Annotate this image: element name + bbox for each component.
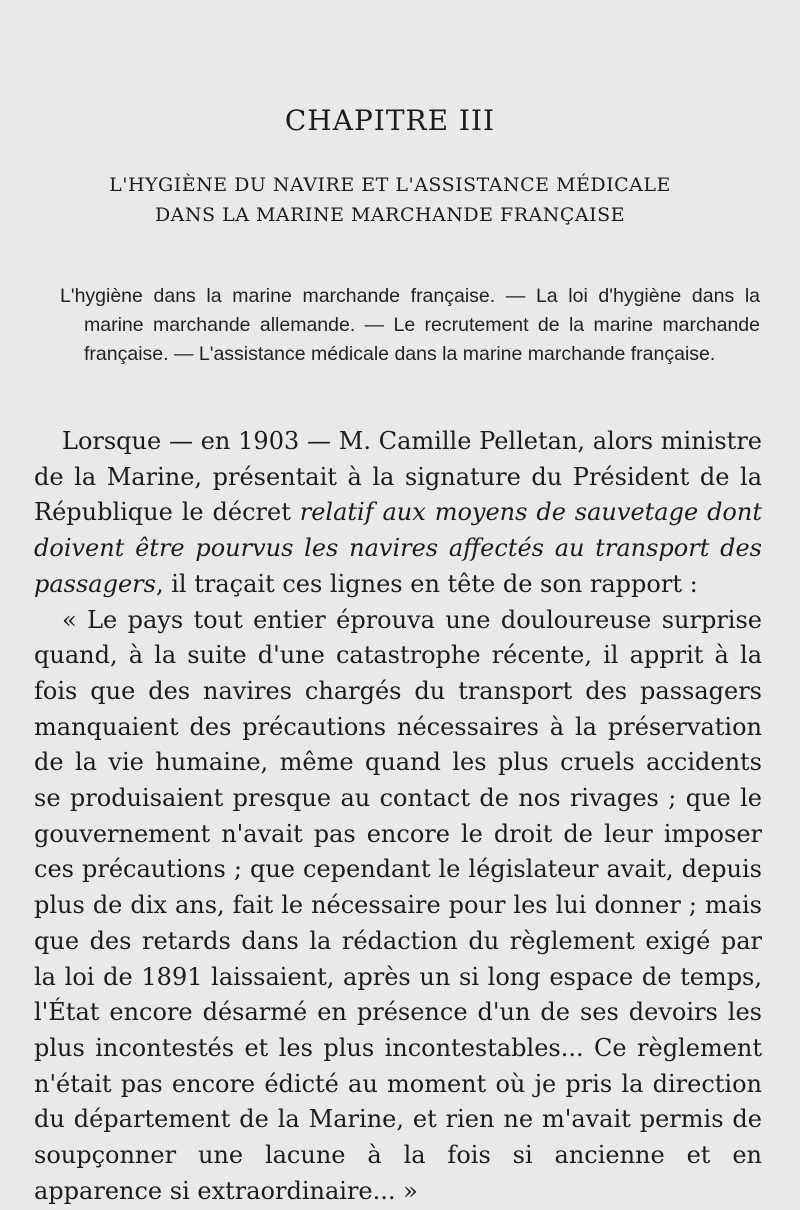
- chapter-summary: L'hygiène dans la marine marchande française. — La loi d'hygiène dans la marine marchande allemande. — Le recrutement de la marine marchande française. — L'assistance médicale dans la marine marchande française.: [60, 285, 760, 365]
- body-text: [34, 424, 762, 1209]
- paragraph-1-text-a: Lorsque — en 1903 — M. Camille Pelletan, alors ministre de la Marine, présentait à la signature du Président de la République le décret: [34, 427, 762, 527]
- paragraph-1-text-b: , il traçait ces lignes en tête de son rapport :: [155, 569, 698, 598]
- chapter-subtitle-line-1: L'HYGIÈNE DU NAVIRE ET L'ASSISTANCE MÉDICALE: [109, 174, 671, 196]
- paragraph-2-quotation: « Le pays tout entier éprouva une douloureuse surprise quand, à la suite d'une catastrophe récente, il apprit à la fois que des navires chargés du transport des passagers manquaient des précautions nécessaires à la préservation de la vie humaine, même quand les plus cruels accidents se produisaient presque au contact de nos rivages ; que le gouvernement n'avait pas encore le droit de leur imposer ces précautions ; que cependant le législateur avait, depuis plus de dix ans, fait le nécessaire pour les lui donner ; mais que des retards dans la rédaction du règlement exigé par la loi de 1891 laissaient, après un si long espace de temps, l'État encore désarmé en présence d'un de ses devoirs les plus incontestés et les plus incontestables... Ce règlement n'était pas encore édicté au moment où je pris la direction du département de la Marine, et rien ne m'avait permis de soupçonner une lacune à la fois si ancienne et en apparence si extraordinaire... »: [34, 605, 762, 1205]
- chapter-subtitle: [0, 170, 780, 230]
- chapter-title: CHAPITRE III: [284, 104, 496, 137]
- paragraph-1: [34, 424, 762, 603]
- chapter-subtitle-line-2: DANS LA MARINE MARCHANDE FRANÇAISE: [154, 204, 626, 226]
- paragraph-1-decree-title: relatif aux moyens de sauvetage dont doivent être pourvus les navires affectés au transport des passagers: [34, 498, 762, 598]
